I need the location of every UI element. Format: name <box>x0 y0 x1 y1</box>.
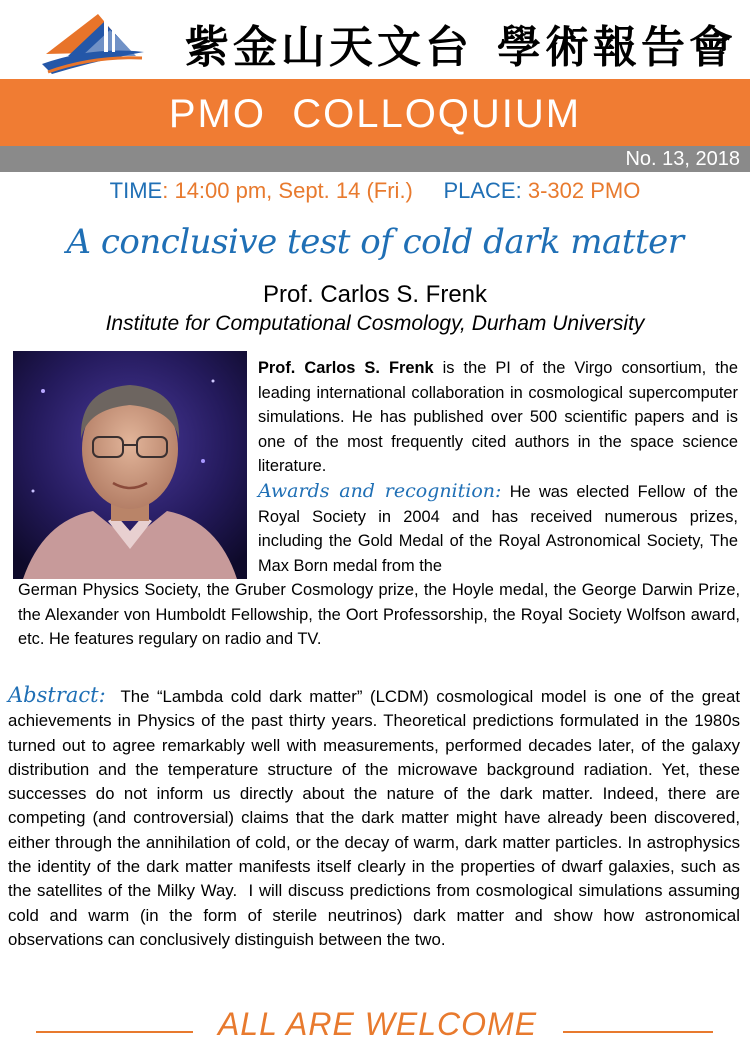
awards-heading: Awards and recognition: <box>258 479 502 502</box>
observatory-name-cn: 紫金山天文台 <box>185 22 473 73</box>
chinese-title <box>185 18 735 78</box>
speaker-photo <box>13 351 247 579</box>
speaker-institute: Institute for Computational Cosmology, Durham University <box>105 312 645 335</box>
speaker-name: Prof. Carlos S. Frenk <box>262 281 488 308</box>
talk-title: A conclusive test of cold dark matter <box>66 222 684 262</box>
awards-text-bottom: German Physics Society, the Gruber Cosmology prize, the Hoyle medal, the George Darwin Prize, the Alexander von Humboldt Fellowship, the Oort Professorship, the Royal Society Wolfson award, etc. He features regulary on radio and TV. <box>18 581 740 649</box>
place-value: 3-302 PMO <box>527 178 641 203</box>
place-label: PLACE: <box>443 178 522 203</box>
bio-name: Prof. Carlos S. Frenk <box>258 359 434 377</box>
abstract-section <box>8 683 745 952</box>
time-place-line <box>0 178 750 204</box>
bio-intro: is the PI of the Virgo consortium, the leading international collaboration in cosmological supercomputer simulations. He has published over 500 scientific papers and is one of the most frequently cited authors in the space science literature. <box>258 359 738 476</box>
abstract-heading: Abstract: <box>8 683 106 707</box>
bio-paragraph <box>258 356 738 578</box>
footer-right-rule <box>563 1031 713 1033</box>
footer-left-rule <box>36 1031 193 1033</box>
time-separator: : <box>162 178 169 203</box>
colloquium-name-cn: 學術報告會 <box>497 22 737 73</box>
abstract-text: The “Lambda cold dark matter” (LCDM) cosmological model is one of the great achievements in Physics of the past thirty years. Theoretical predictions formulated in the 1980s turned out to agree remarkably well with measurements, performed decades later, of the galaxy distribution and the temperature structure of the microwave background radiation. Yet, these successes do not inform us directly about the nature of the dark matter. Indeed, there are competing (and controversial) claims that the dark matter might have already been discovered, either through the annihilation of cold, or the decay of warm, dark matter particles. In astrophysics the identity of the dark matter manifests itself clearly in the properties of dwarf galaxies, such as the satellites of the Milky Way. I will discuss predictions from cosmological simulations assuming cold and warm (in the form of sterile neutrinos) dark matter and show how astronomical observations can conclusively distinguish between the two. <box>8 687 745 949</box>
pmo-logo <box>38 12 148 84</box>
colloquium-title: PMO COLLOQUIUM <box>168 92 582 136</box>
issue-number: No. 13, 2018 <box>625 148 740 170</box>
time-value: 14:00 pm, Sept. 14 (Fri.) <box>174 178 413 203</box>
time-label: TIME <box>109 178 163 203</box>
welcome-text: ALL ARE WELCOME <box>217 1006 538 1042</box>
awards-text-top: He was elected Fellow of the Royal Society in 2004 and has received numerous prizes, including the Gold Medal of the Royal Astronomical Society, The Max Born medal from the <box>258 482 738 575</box>
